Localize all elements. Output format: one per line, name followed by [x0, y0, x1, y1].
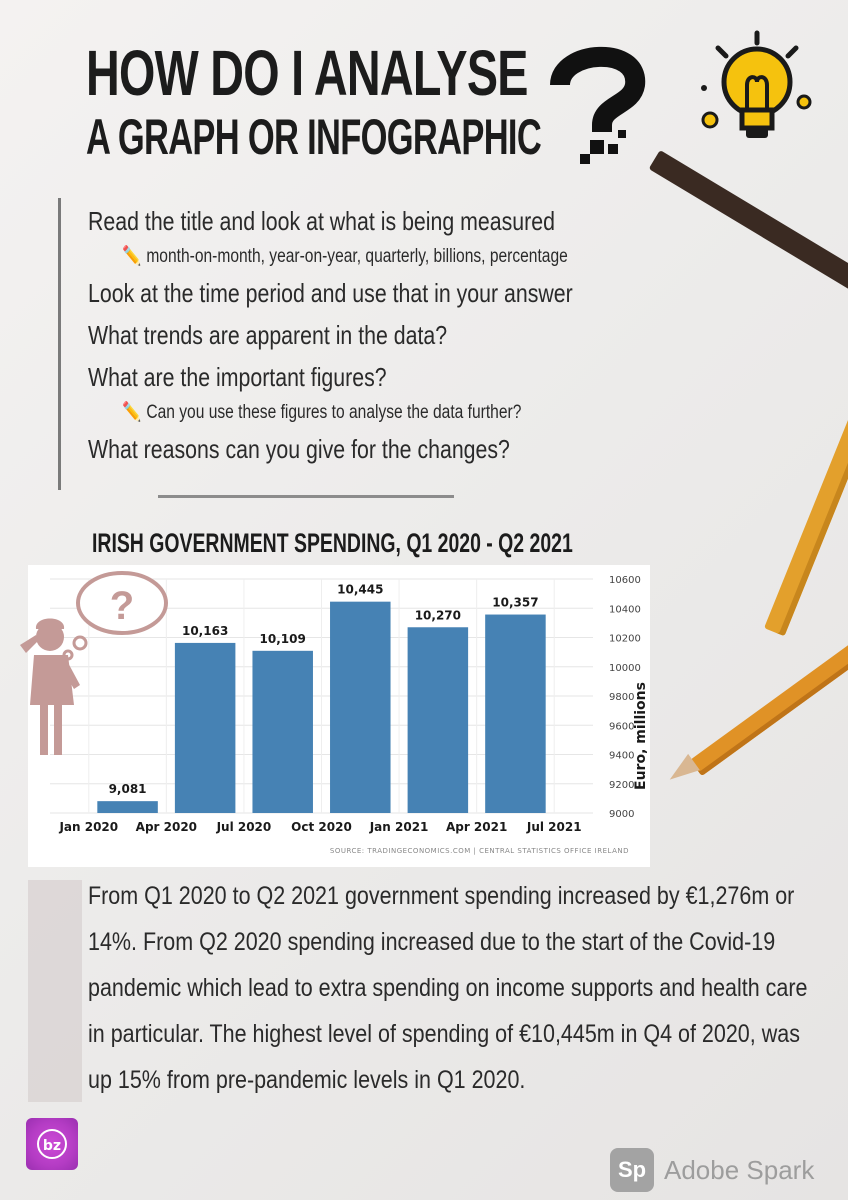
adobe-spark-badge — [610, 1145, 840, 1195]
chart-source: SOURCE: TRADINGECONOMICS.COM | CENTRAL STATISTICS OFFICE IRELAND — [329, 847, 629, 855]
question-item: What trends are apparent in the data? — [88, 320, 448, 350]
y-tick-label: 9400 — [609, 750, 635, 762]
question-hint-text: Can you use these figures to analyse the data further? — [146, 402, 522, 423]
orange-pencil-decoration — [690, 637, 848, 777]
bar — [252, 651, 313, 813]
bar-value-label: 10,163 — [181, 623, 229, 638]
pencil-icon: ✏️ — [122, 246, 142, 267]
y-tick-label: 10200 — [609, 633, 641, 645]
chart-title: IRISH GOVERNMENT SPENDING, Q1 2020 - Q2 2021 — [92, 528, 573, 558]
bar-value-label: 10,357 — [492, 595, 539, 610]
page-title-line-2: A GRAPH OR INFOGRAPHIC — [86, 109, 542, 165]
bar-value-label: 10,270 — [414, 608, 462, 623]
y-axis-label: Euro, millions — [633, 682, 649, 790]
y-tick-label: 9000 — [609, 809, 635, 820]
x-tick-label: Jul 2021 — [526, 820, 582, 834]
question-item: What are the important figures? — [88, 362, 387, 392]
author-logo-text: bz — [37, 1129, 67, 1159]
quote-panel-decoration — [28, 880, 82, 1102]
question-item: Look at the time period and use that in your answer — [88, 278, 573, 308]
question-hint — [122, 242, 586, 272]
x-tick-label: Jan 2021 — [369, 820, 429, 834]
adobe-spark-label: Adobe Spark — [664, 1154, 815, 1185]
x-tick-label: Jul 2020 — [216, 820, 272, 834]
bar — [330, 602, 391, 813]
bar — [408, 627, 469, 813]
author-logo — [26, 1118, 78, 1170]
question-item: Read the title and look at what is being measured — [88, 206, 555, 236]
question-hint-text: month-on-month, year-on-year, quarterly, billions, percentage — [146, 246, 568, 267]
bar-value-label: 10,445 — [337, 582, 384, 597]
y-tick-label: 10400 — [609, 604, 641, 616]
x-tick-label: Apr 2021 — [445, 820, 508, 834]
bar-value-label: 9,081 — [108, 782, 147, 797]
question-item: What reasons can you give for the changes? — [88, 434, 510, 464]
y-tick-label: 10000 — [609, 662, 641, 674]
x-tick-label: Oct 2020 — [291, 820, 352, 834]
adobe-spark-icon: Sp — [610, 1148, 654, 1192]
bar — [97, 801, 158, 813]
yellow-pencil-decoration — [764, 415, 848, 636]
y-tick-label: 9200 — [609, 779, 635, 791]
analysis-question-list — [88, 200, 688, 470]
x-tick-label: Jan 2020 — [59, 820, 119, 834]
y-tick-label: 10600 — [609, 575, 641, 586]
y-tick-label: 9800 — [609, 692, 635, 703]
question-hint — [122, 398, 586, 428]
bar-value-label: 10,109 — [259, 631, 306, 646]
section-divider — [158, 495, 454, 498]
lightbulb-icon — [700, 30, 815, 150]
thinking-person-icon — [10, 565, 170, 765]
y-tick-label: 9600 — [609, 721, 635, 733]
summary-paragraph: From Q1 2020 to Q2 2021 government spending increased by €1,276m or 14%. From Q2 2020 spending increased due to the start of the Covid-19 pandemic which lead to extra spending on income supports and health care in particular. The highest level of spending of €10,445m in Q4 of 2020, was up 15% from pre-pandemic levels in Q1 2020. — [88, 882, 808, 1094]
svg-text:?: ? — [109, 584, 135, 628]
pencil-icon: ✏️ — [122, 402, 142, 423]
list-accent-bar — [58, 198, 61, 490]
x-tick-label: Apr 2020 — [135, 820, 198, 834]
bar — [175, 643, 236, 813]
bar — [485, 615, 546, 813]
page-title-line-1: HOW DO I ANALYSE — [86, 37, 528, 109]
question-mark-icon — [550, 40, 650, 170]
